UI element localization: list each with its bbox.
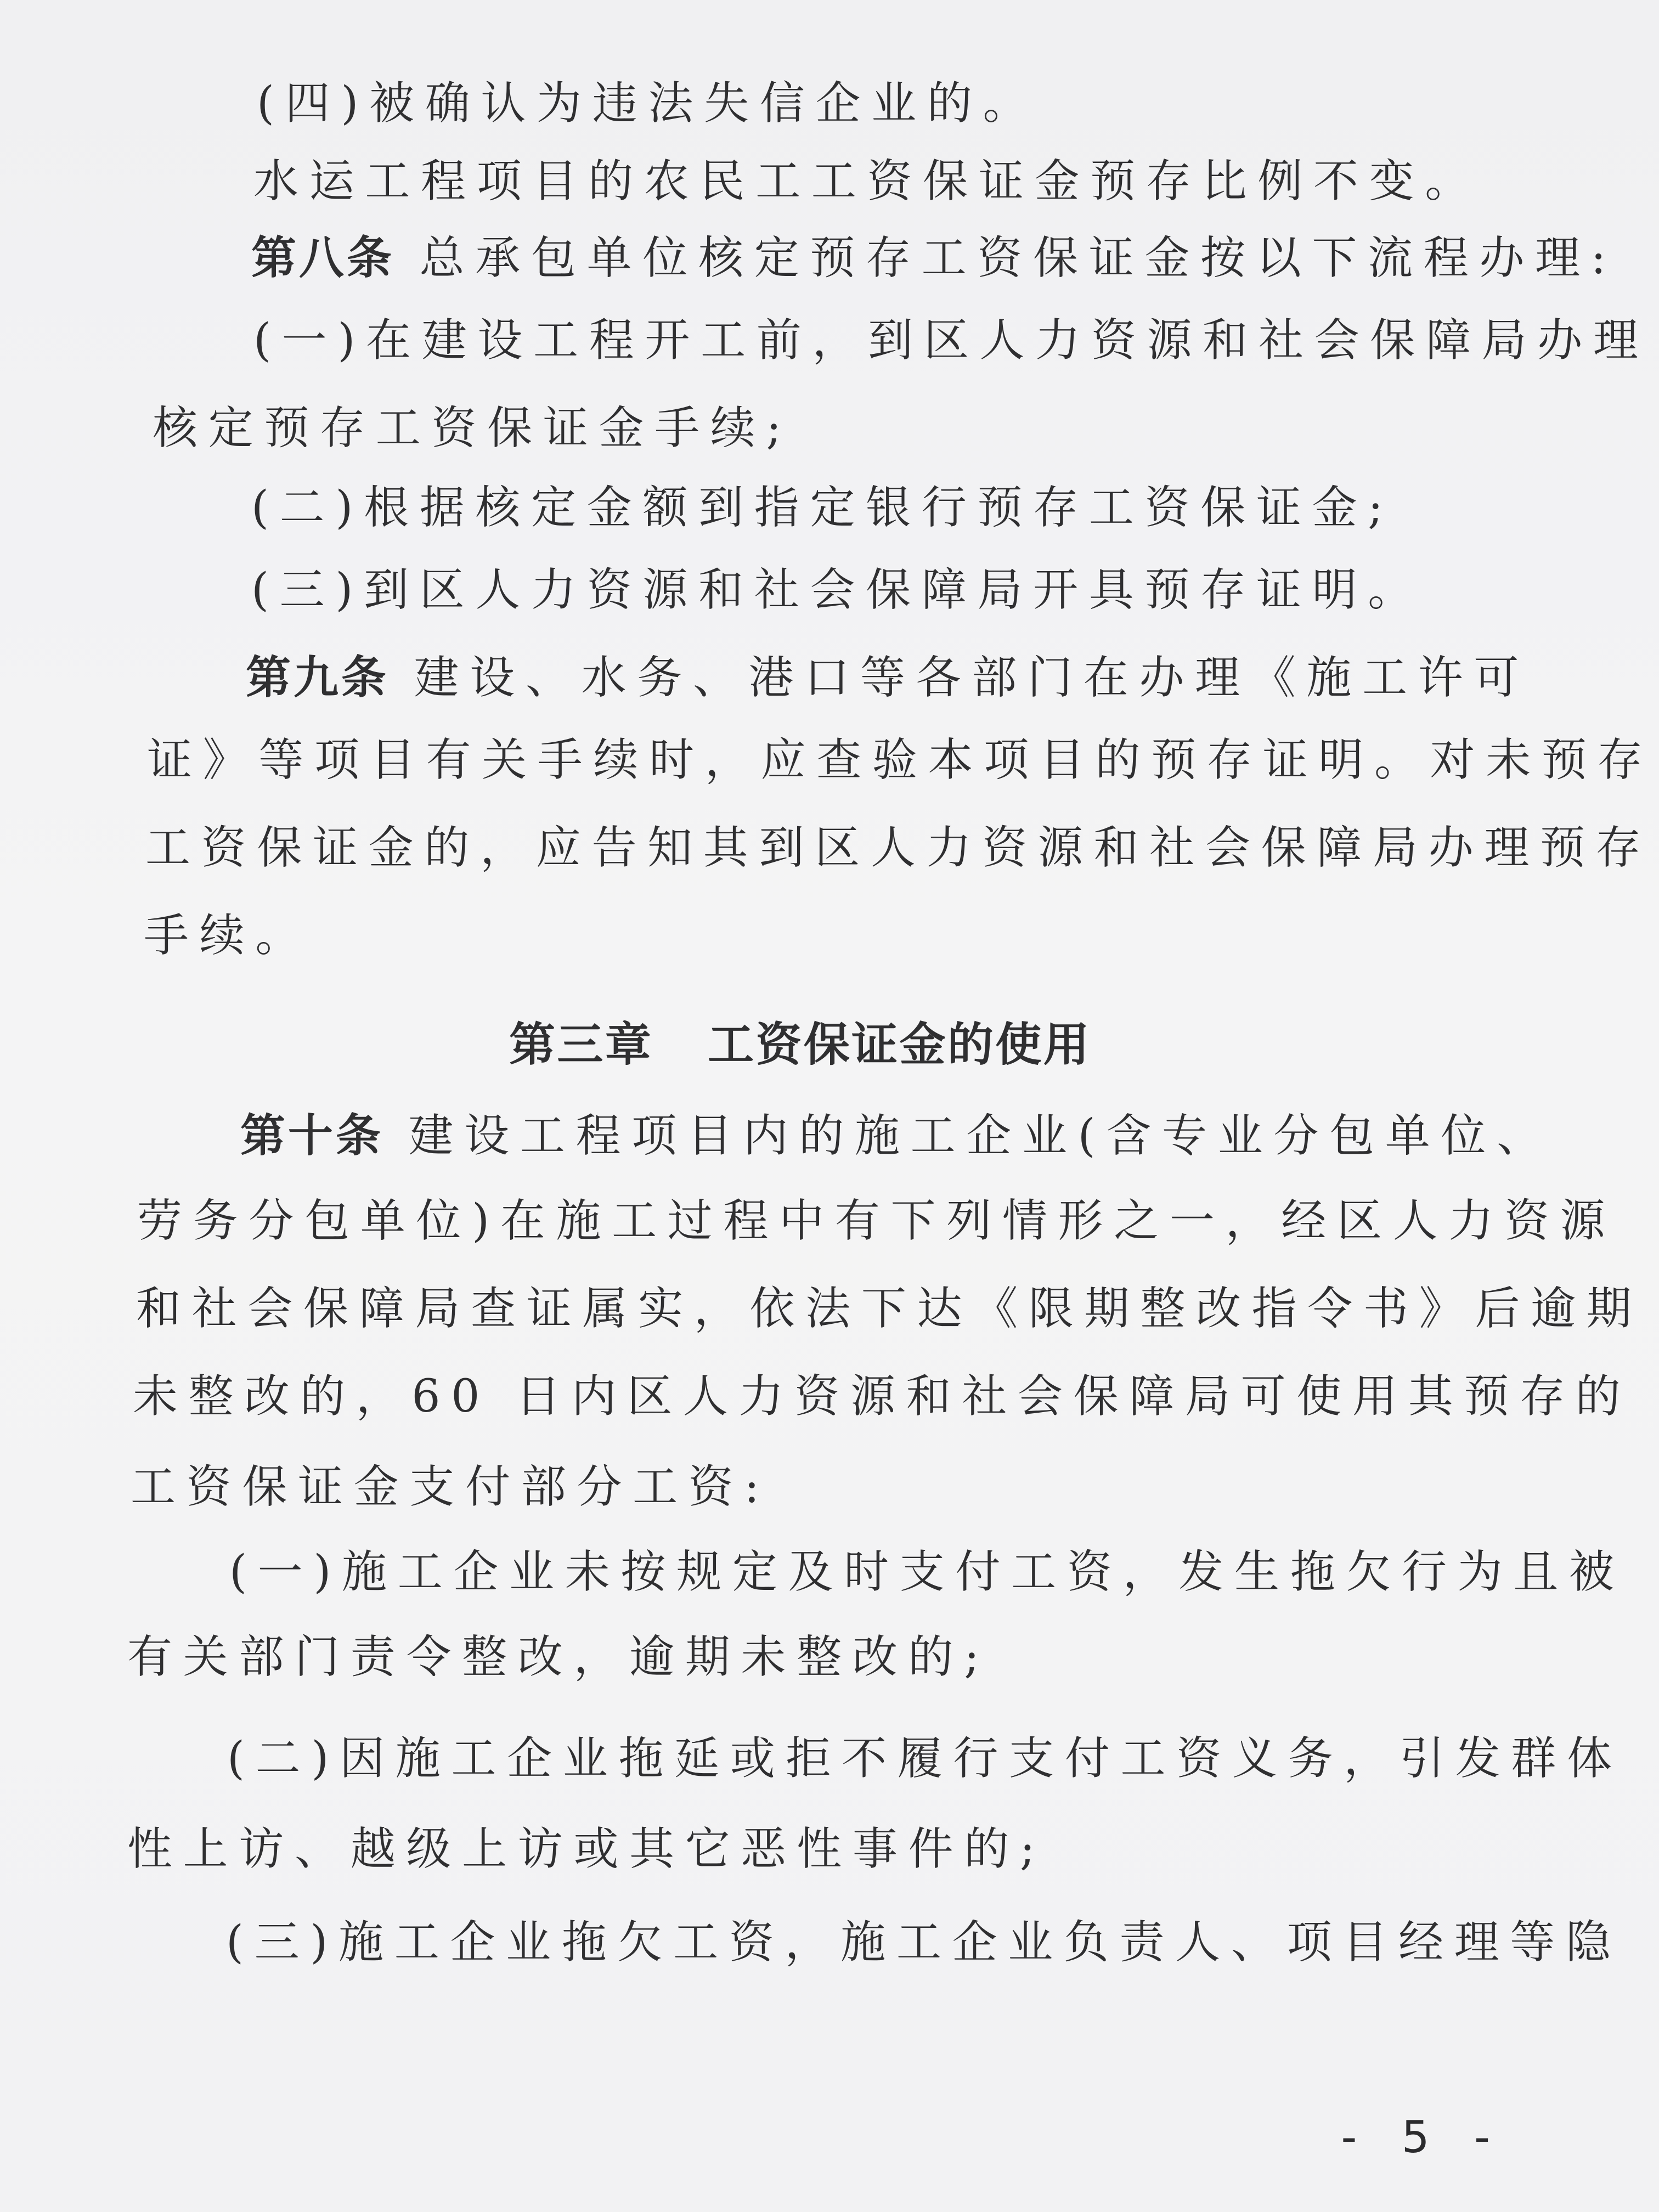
text-line: 水运工程项目的农民工工资保证金预存比例不变。 bbox=[253, 155, 1481, 207]
text-line: 性上访、越级上访或其它恶性事件的; bbox=[127, 1823, 1046, 1875]
text-line: (二)根据核定金额到指定银行预存工资保证金; bbox=[251, 482, 1394, 534]
text-line: (一)施工企业未按规定及时支付工资，发生拖欠行为且被 bbox=[229, 1546, 1625, 1598]
text-line: (四)被确认为违法失信企业的。 bbox=[257, 77, 1039, 129]
text-line: 核定预存工资保证金手续; bbox=[153, 402, 792, 454]
chapter-heading bbox=[509, 1018, 1091, 1071]
text-line: (三)到区人力资源和社会保障局开具预存证明。 bbox=[251, 564, 1424, 616]
text-line: 工资保证金支付部分工资: bbox=[131, 1461, 770, 1513]
article-10-heading: 第十条 bbox=[240, 1110, 383, 1162]
article-8-line bbox=[251, 232, 1617, 284]
chapter-title: 工资保证金的使用 bbox=[708, 1018, 1091, 1071]
text-line: 未整改的，60 日内区人力资源和社会保障局可使用其预存的 bbox=[133, 1370, 1632, 1423]
article-8-heading: 第八条 bbox=[251, 232, 394, 284]
text-line: 劳务分包单位)在施工过程中有下列情形之一，经区人力资源 bbox=[137, 1195, 1616, 1247]
text-line: 证》等项目有关手续时，应查验本项目的预存证明。对未预存 bbox=[147, 734, 1654, 786]
page-number: - 5 - bbox=[1341, 2112, 1505, 2163]
text-line: 工资保证金的，应告知其到区人力资源和社会保障局办理预存 bbox=[145, 822, 1652, 874]
text-line: (二)因施工企业拖延或拒不履行支付工资义务，引发群体 bbox=[227, 1733, 1623, 1785]
text-line: 手续。 bbox=[144, 910, 312, 962]
article-9-heading: 第九条 bbox=[246, 652, 389, 704]
chapter-number: 第三章 bbox=[509, 1018, 653, 1071]
article-10-text: 建设工程项目内的施工企业(含专业分包单位、 bbox=[383, 1110, 1553, 1162]
text-line: 有关部门责令整改，逾期未整改的; bbox=[127, 1631, 990, 1683]
text-line: (一)在建设工程开工前，到区人力资源和社会保障局办理 bbox=[253, 314, 1649, 366]
text-line: 和社会保障局查证属实，依法下达《限期整改指令书》后逾期 bbox=[136, 1283, 1643, 1335]
article-9-line bbox=[246, 652, 1530, 704]
text-line: (三)施工企业拖欠工资，施工企业负责人、项目经理等隐 bbox=[226, 1916, 1622, 1968]
article-10-line bbox=[240, 1110, 1553, 1162]
article-9-text: 建设、水务、港口等各部门在办理《施工许可 bbox=[388, 652, 1530, 704]
article-8-text: 总承包单位核定预存工资保证金按以下流程办理: bbox=[394, 232, 1617, 284]
